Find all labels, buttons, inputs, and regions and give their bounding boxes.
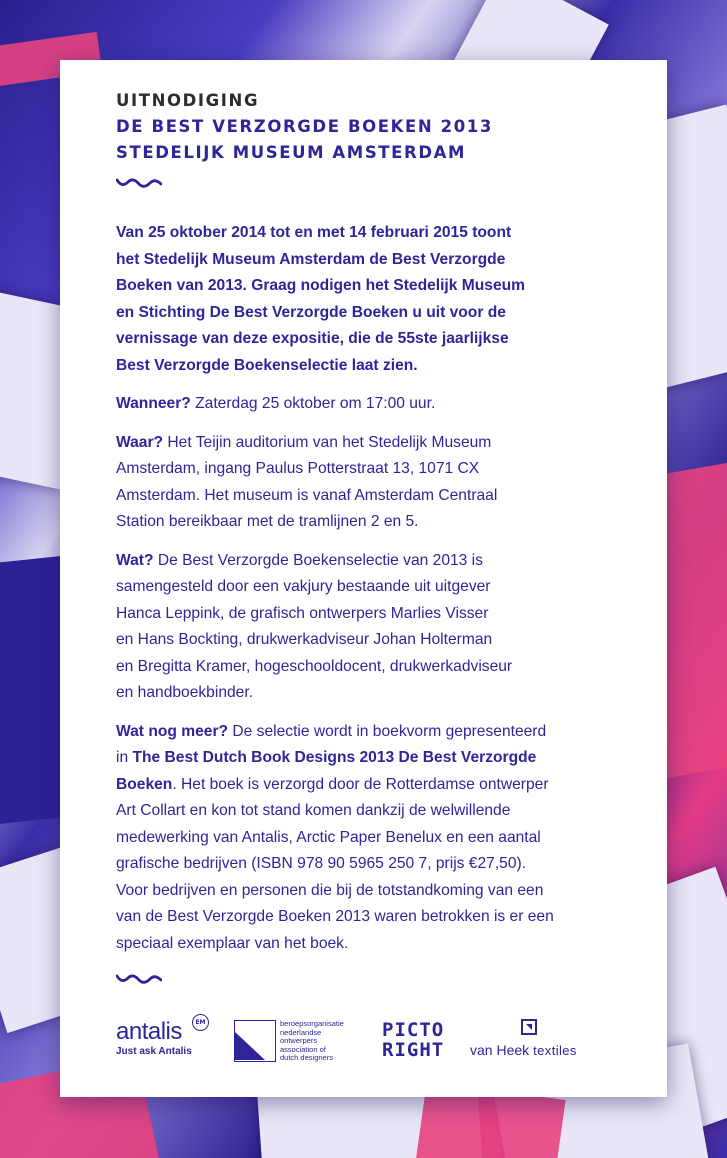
where-label: Waar?: [116, 433, 164, 451]
what-paragraph: [116, 548, 616, 707]
bno-text-line: nederlandse: [280, 1027, 322, 1037]
more-text: De selectie wordt in boekvorm gepresenteerd: [228, 722, 547, 740]
when-label: Wanneer?: [116, 395, 191, 412]
intro-line: vernissage van deze expositie, die de 55ste jaarlijkse: [116, 330, 509, 347]
intro-line: Best Verzorgde Boekenselectie laat zien.: [116, 356, 418, 374]
vanheek-wordmark: [470, 1042, 577, 1058]
more-label: Wat nog meer?: [116, 722, 229, 740]
antalis-tagline: Just ask Antalis: [116, 1046, 192, 1057]
where-line: Amsterdam, ingang Paulus Potterstraat 13, 1071 CX: [116, 460, 480, 477]
vanheek-suffix: textiles: [529, 1043, 577, 1058]
pictoright-logo: [382, 1020, 454, 1060]
header-line-invitation: UITNODIGING: [116, 91, 260, 110]
where-text: Het Teijin auditorium van het Stedelijk Museum: [163, 433, 492, 451]
bno-text-line: beroepsorganisatie: [280, 1019, 344, 1028]
intro-line: Van 25 oktober 2014 tot en met 14 februari 2015 toont: [116, 224, 512, 241]
header-line-title: DE BEST VERZORGDE BOEKEN 2013: [116, 117, 493, 136]
more-line: medewerking van Antalis, Arctic Paper Benelux en een aantal: [116, 828, 541, 846]
where-line: Station bereikbaar met de tramlijnen 2 en 5.: [116, 513, 419, 530]
bno-logo: [234, 1020, 354, 1066]
bno-text-line: association of: [280, 1044, 326, 1054]
antalis-em-badge: EM: [192, 1014, 209, 1031]
what-line: en Bregitta Kramer, hogeschooldocent, drukwerkadviseur: [116, 657, 513, 675]
what-text: De Best Verzorgde Boekenselectie van 2013 is: [153, 551, 483, 569]
wave-divider-bottom: [116, 974, 162, 986]
bno-mark-text: bno: [256, 1047, 268, 1054]
more-paragraph: [116, 719, 616, 958]
what-label: Wat?: [116, 551, 154, 569]
when-text: Zaterdag 25 oktober om 17:00 uur.: [190, 395, 436, 412]
what-line: en Hans Bockting, drukwerkadviseur Johan Holterman: [116, 631, 493, 648]
intro-line: het Stedelijk Museum Amsterdam de Best Verzorgde: [116, 250, 506, 268]
where-paragraph: [116, 430, 616, 536]
book-title-end: Boeken: [116, 775, 173, 793]
antalis-wordmark: antalis: [116, 1018, 182, 1045]
what-line: Hanca Leppink, de grafisch ontwerpers Marlies Visser: [116, 604, 489, 622]
where-line: Amsterdam. Het museum is vanaf Amsterdam Centraal: [116, 486, 498, 504]
what-line: samengesteld door een vakjury bestaande uit uitgever: [116, 578, 491, 595]
vanheek-mark-icon: [520, 1018, 538, 1036]
invitation-card: [60, 60, 667, 1097]
bno-text-line: ontwerpers: [280, 1036, 318, 1045]
bno-text-line: dutch designers: [280, 1053, 333, 1062]
antalis-logo: [116, 1018, 206, 1057]
book-title: The Best Dutch Book Designs 2013 De Best Verzorgde: [132, 749, 537, 766]
intro-paragraph: [116, 220, 616, 379]
more-line: van de Best Verzorgde Boeken 2013 waren betrokken is er een: [116, 908, 554, 925]
more-line: Voor bedrijven en personen die bij de totstandkoming van een: [116, 881, 544, 899]
wave-divider-top: [116, 178, 162, 190]
more-line: grafische bedrijven (ISBN 978 90 5965 250 7, prijs €27,50).: [116, 855, 527, 872]
what-line: en handboekbinder.: [116, 684, 254, 701]
header-line-venue: STEDELIJK MUSEUM AMSTERDAM: [116, 143, 467, 162]
invitation-body: [116, 220, 616, 969]
intro-line: Boeken van 2013. Graag nodigen het Stedelijk Museum: [116, 277, 526, 294]
pictoright-line: PICTO: [382, 1019, 445, 1041]
bno-mark-triangle: [235, 1032, 265, 1060]
vanheek-name: van Heek: [470, 1042, 530, 1058]
when-paragraph: [116, 391, 616, 418]
sponsor-logos: [116, 1018, 616, 1068]
more-line-rest: . Het boek is verzorgd door de Rotterdamse ontwerper: [172, 775, 549, 793]
intro-line: en Stichting De Best Verzorgde Boeken u uit voor de: [116, 303, 506, 321]
more-line-prefix: in: [116, 749, 133, 766]
pictoright-line: RIGHT: [382, 1039, 445, 1061]
more-line: Art Collart en kon tot stand komen dankzij de welwillende: [116, 802, 511, 819]
invitation-header: [116, 88, 493, 166]
more-line: speciaal exemplaar van het boek.: [116, 934, 349, 952]
bno-text: [280, 1020, 344, 1063]
